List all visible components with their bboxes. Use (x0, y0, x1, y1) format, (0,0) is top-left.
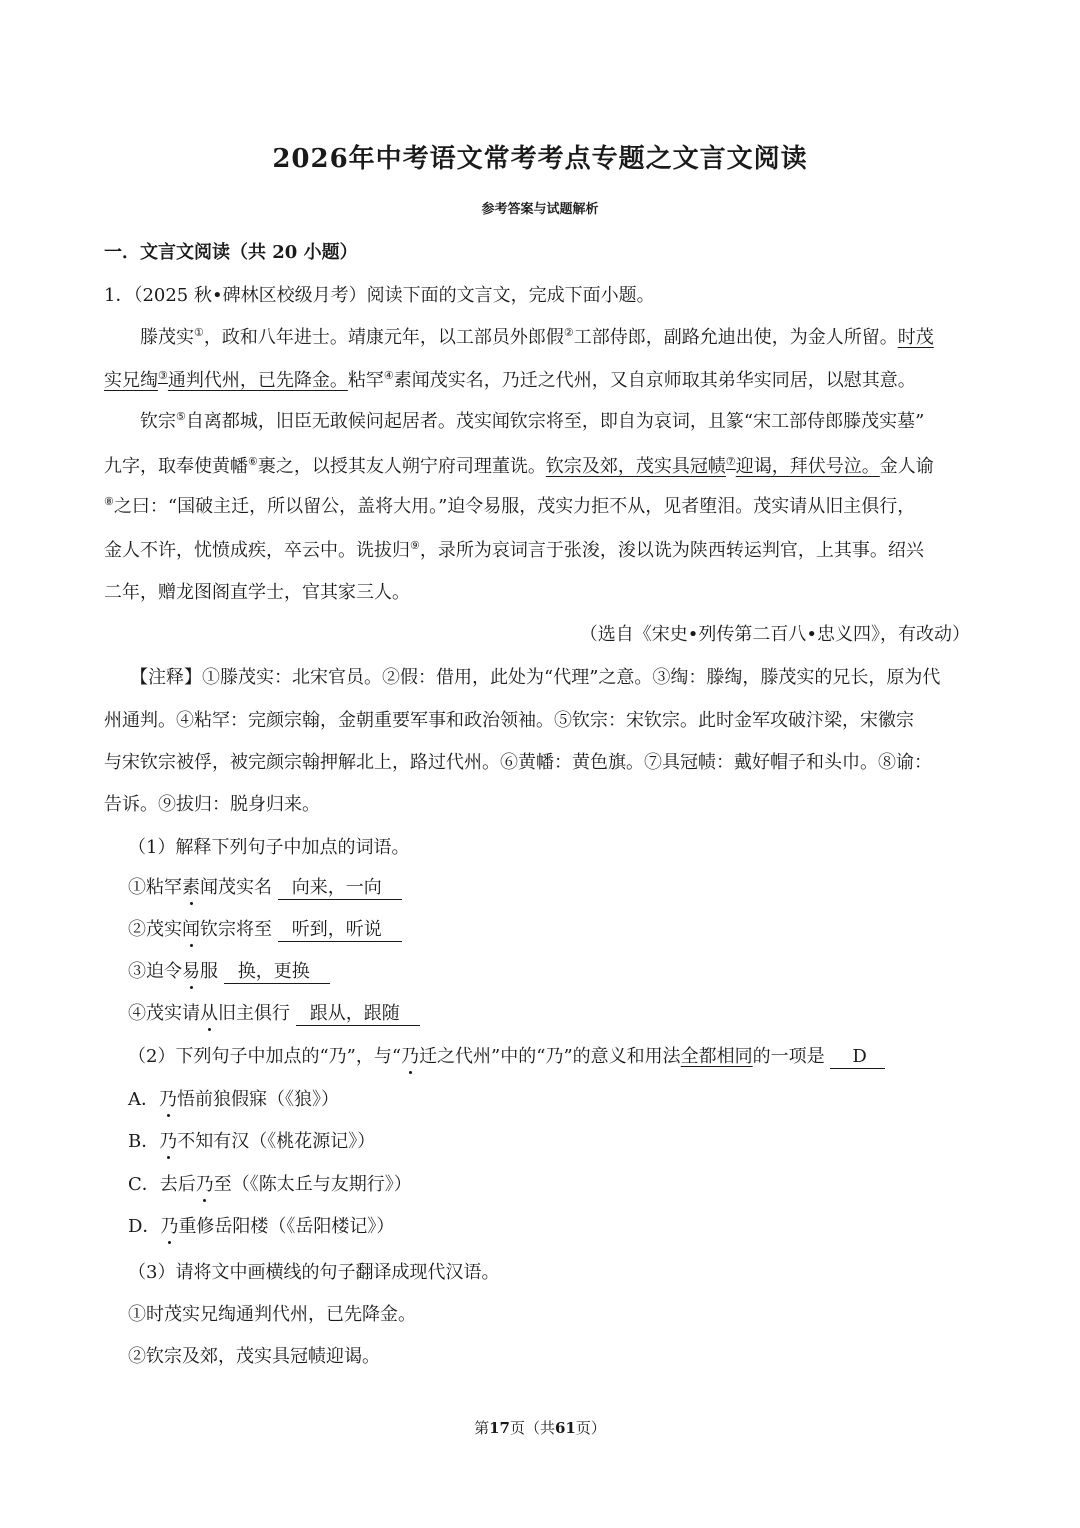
subquestion-item: ①时茂实兄绹通判代州，已先降金。 (128, 1304, 416, 1325)
answer-blank: D (830, 1046, 884, 1069)
current-page: 17 (489, 1419, 510, 1437)
passage-source: （选自《宋史•列传第二百八•忠义四》，有改动） (579, 624, 970, 645)
option-d: D．乃重修岳阳楼（《岳阳楼记》） (128, 1212, 394, 1238)
question-source: （2025 秋•碑林区校级月考） (133, 285, 367, 306)
underlined-sentence: 通判代州，已先降金。 (167, 370, 348, 391)
subquestion-heading: （2）下列句子中加点的“乃”，与“乃迁之代州”中的“乃”的意义和用法全都相同的一项是 D (128, 1042, 885, 1069)
passage-line: 九字，取奉使黄幡⑥裹之，以授其友人朔宁府司理董诜。钦宗及郊，茂实具冠帻⑦迎谒，拜伏号泣。金人谕 (104, 455, 934, 477)
underlined-sentence: 钦宗及郊，茂实具冠帻 (545, 456, 726, 477)
passage-line: 二年，赠龙图阁直学士，官其家三人。 (104, 582, 410, 603)
section-heading: 一．文言文阅读（共 20 小题） (104, 242, 358, 263)
subquestion-heading: （1）解释下列句子中加点的词语。 (128, 837, 410, 858)
question-prompt: 阅读下面的文言文，完成下面小题。 (366, 285, 655, 306)
option-b: B．乃不知有汉（《桃花源记》） (128, 1127, 375, 1153)
subquestion-item: ②钦宗及郊，茂实具冠帻迎谒。 (128, 1346, 380, 1367)
answer-blank: 向来，一向 (278, 877, 402, 900)
underlined-sentence: 实兄绹 (104, 370, 158, 391)
underlined-sentence: 迎谒，拜伏号泣。 (735, 456, 880, 477)
option-c: C．去后乃至（《陈太丘与友期行》） (128, 1170, 412, 1196)
notes-line: 与宋钦宗被俘，被完颜宗翰押解北上，路过代州。⑥黄幡：黄色旗。⑦具冠帻：戴好帽子和头巾。⑧谕： (104, 752, 932, 773)
subquestion-item: ④茂实请从旧主俱行 跟从，跟随 (128, 999, 420, 1026)
subquestion-item: ②茂实闻钦宗将至 听到，听说 (128, 915, 402, 942)
notes-line: 【注释】①滕茂实：北宋官员。②假：借用，此处为“代理”之意。③绹：滕绹，滕茂实的兄长，原为代 (130, 667, 941, 688)
answer-blank: 换，更换 (224, 961, 330, 984)
answer-blank: 听到，听说 (278, 919, 402, 942)
subquestion-item: ①粘罕素闻茂实名 向来，一向 (128, 873, 402, 900)
passage-line: ⑧之曰：“国破主迁，所以留公，盖将大用。”迫令易服，茂实力拒不从，见者堕泪。茂实请从旧主俱行， (104, 495, 916, 517)
option-a: A．乃悟前狼假寐（《狼》） (128, 1085, 339, 1111)
notes-line: 告诉。⑨拔归：脱身归来。 (104, 794, 320, 815)
page-subtitle: 参考答案与试题解析 (481, 202, 599, 217)
passage-line: 实兄绹③通判代州，已先降金。粘罕④素闻茂实名，乃迁之代州，又自京师取其弟华实同居，以慰其意。 (104, 369, 916, 391)
passage-line: 金人不许，忧愤成疾，卒云中。诜拔归⑨，录所为哀词言于张浚，浚以诜为陕西转运判官，上其事。绍兴 (104, 539, 924, 561)
total-pages: 61 (555, 1419, 576, 1437)
question-number: 1． (104, 285, 134, 306)
notes-line: 州通判。④粘罕：完颜宗翰，金朝重要军事和政治领袖。⑤钦宗：宋钦宗。此时金军攻破汴梁，宋徽宗 (104, 710, 914, 731)
question-intro (104, 281, 655, 307)
passage-line: 滕茂实①，政和八年进士。靖康元年，以工部员外郎假②工部侍郎，副路允迪出使，为金人所留。时茂 (140, 326, 934, 348)
subquestion-item: ③迫令易服 换，更换 (128, 957, 330, 984)
passage-line: 钦宗⑤自离都城，旧臣无敢候问起居者。茂实闻钦宗将至，即自为哀词，且篆“宋工部侍郎滕茂实墓” (140, 410, 925, 432)
page-title: 2026年中考语文常考考点专题之文言文阅读 (272, 144, 808, 174)
answer-blank: 跟从，跟随 (296, 1003, 420, 1026)
underlined-sentence: 时茂 (897, 327, 934, 348)
page-footer: 第17页（共61页） (474, 1419, 606, 1437)
subquestion-heading: （3）请将文中画横线的句子翻译成现代汉语。 (128, 1262, 500, 1283)
